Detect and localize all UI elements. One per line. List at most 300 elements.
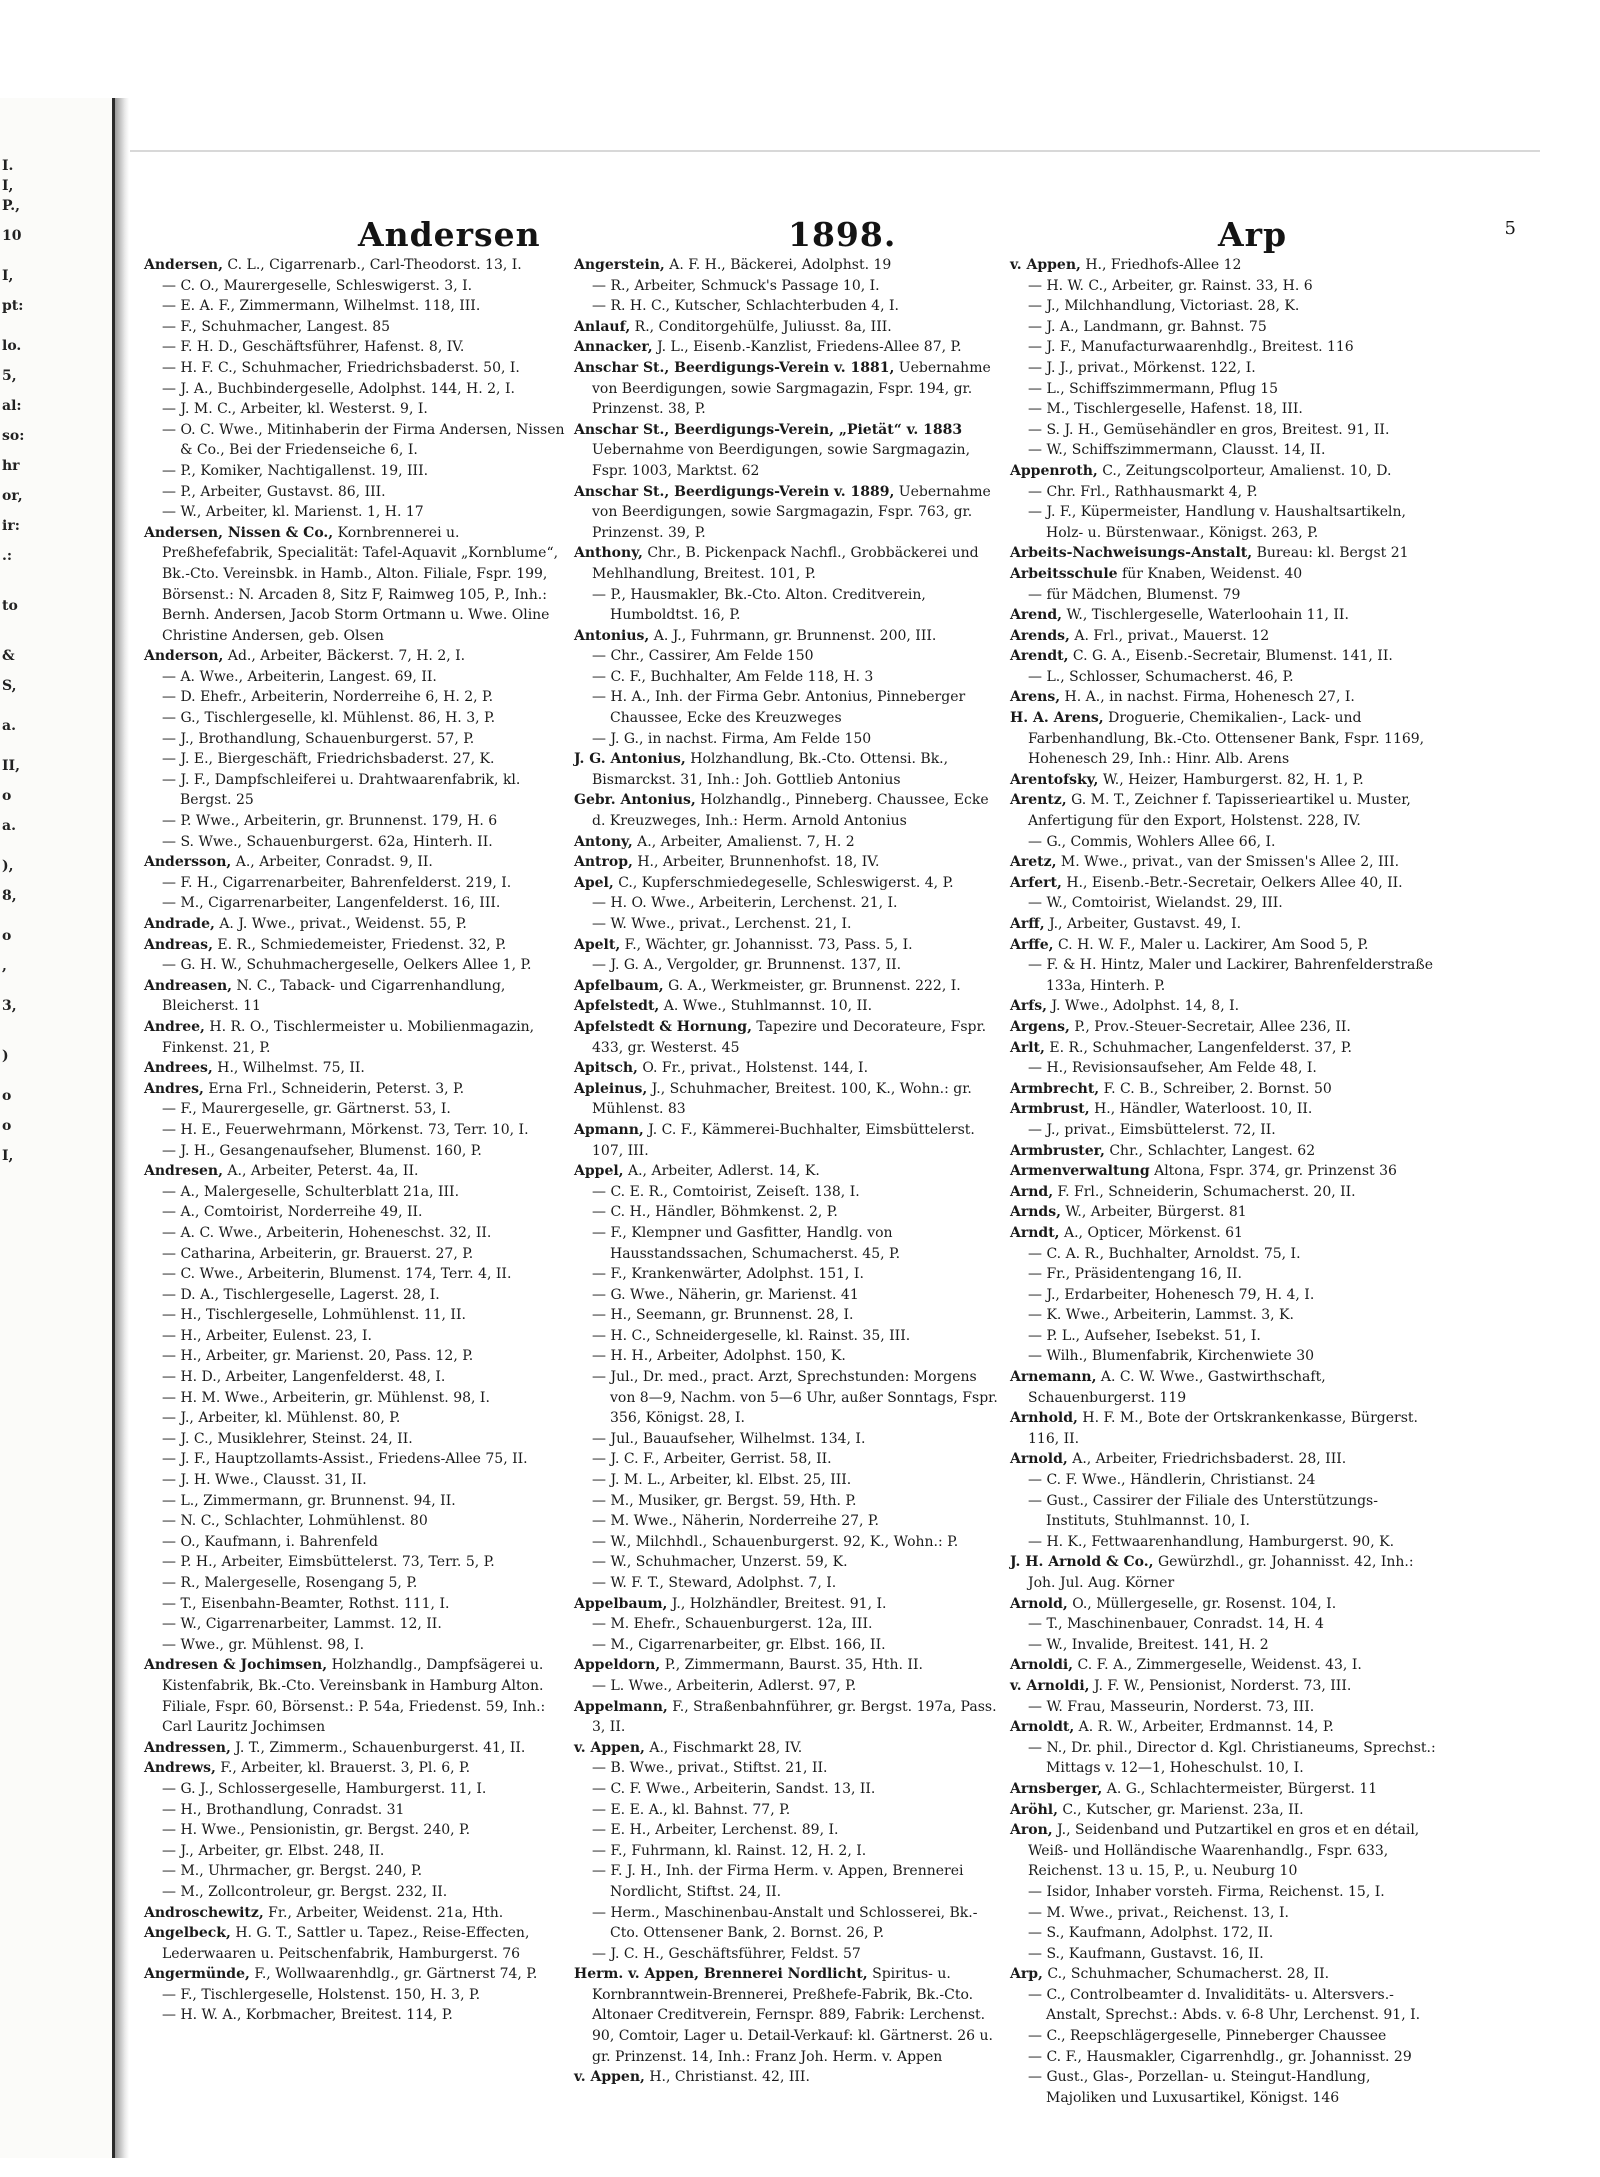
entry-surname: Appeldorn,: [574, 1657, 661, 1674]
entry-text: — J. G. A., Vergolder, gr. Brunnenst. 137, II.: [592, 957, 902, 974]
entry-text: Uebernahme von Beerdigungen, sowie Sargmagazin, Fspr. 194, gr. Prinzenst. 38, P.: [592, 359, 991, 418]
entry-surname: Angerstein,: [574, 257, 665, 273]
entry-text: — G. H. W., Schuhmachergeselle, Oelkers Allee 1, P.: [162, 957, 532, 974]
directory-entry: [144, 1923, 574, 1964]
entry-text: R., Conditorgehülfe, Juliusst. 8a, III.: [634, 318, 892, 335]
entry-text: — J. C., Musiklehrer, Steinst. 24, II.: [162, 1430, 413, 1447]
directory-entry: [574, 1944, 998, 1965]
entry-text: — W., Cigarrenarbeiter, Lammst. 12, II.: [162, 1616, 442, 1633]
prev-page-fragment: o: [2, 928, 12, 944]
entry-text: — F. H. D., Geschäftsführer, Hafenst. 8, IV.: [162, 339, 465, 356]
entry-text: — W., Schuhmacher, Unzerst. 59, K.: [592, 1554, 848, 1571]
directory-entry: [1010, 1903, 1440, 1924]
directory-entry: [1010, 646, 1440, 667]
entry-text: A., Fischmarkt 28, IV.: [649, 1739, 803, 1756]
entry-surname: Arendt,: [1010, 648, 1069, 665]
entry-text: Gewürzhdl., gr. Johannisst. 42, Inh.: Joh. Jul. Aug. Körner: [1028, 1554, 1414, 1591]
entry-text: — S. J. H., Gemüsehändler en gros, Breitest. 91, II.: [1028, 421, 1390, 438]
directory-entry: [1010, 399, 1440, 420]
entry-surname: Angelbeck,: [144, 1925, 231, 1942]
entry-text: A. Frl., privat., Mauerst. 12: [1074, 627, 1270, 644]
directory-entry: [574, 873, 998, 894]
entry-surname: Arnd,: [1010, 1183, 1054, 1200]
directory-entry: [144, 1882, 574, 1903]
entry-text: H., Arbeiter, Brunnenhofst. 18, IV.: [637, 854, 880, 871]
entry-text: — R., Arbeiter, Schmuck's Passage 10, I.: [592, 277, 880, 294]
entry-text: — G., Tischlergeselle, kl. Mühlenst. 86, H. 3, P.: [162, 710, 496, 727]
running-head-right: Arp: [1218, 215, 1288, 254]
directory-entry: [144, 1099, 574, 1120]
entry-text: Holzhandlg., Pinneberg. Chaussee, Ecke d. Kreuzweges, Inh.: Herm. Arnold Antonius: [592, 792, 989, 830]
entry-text: — J. C. F., Arbeiter, Gerrist. 58, II.: [592, 1451, 832, 1468]
entry-text: A. J., Fuhrmann, gr. Brunnenst. 200, III.: [653, 627, 937, 644]
directory-entry: [144, 1532, 574, 1553]
entry-text: — M. Wwe., privat., Reichenst. 13, I.: [1028, 1904, 1289, 1921]
directory-entry: [574, 1614, 998, 1635]
entry-text: — M., Cigarrenarbeiter, Langenfelderst. 16, III.: [162, 895, 501, 912]
entry-text: A. G., Schlachtermeister, Bürgerst. 11: [1106, 1780, 1378, 1797]
directory-entry: [1010, 955, 1440, 996]
directory-entry: [144, 873, 574, 894]
directory-entry: [144, 1861, 574, 1882]
entry-text: — H. K., Fettwaarenhandlung, Hamburgerst. 90, K.: [1028, 1533, 1395, 1550]
entry-surname: Arnoldt,: [1010, 1719, 1075, 1736]
directory-entry: [574, 1182, 998, 1203]
entry-surname: Appelbaum,: [574, 1595, 668, 1612]
directory-entry: [1010, 1408, 1440, 1449]
directory-entry: [1010, 1944, 1440, 1965]
entry-text: — H., Arbeiter, Eulenst. 23, I.: [162, 1327, 372, 1344]
directory-entry: [1010, 1964, 1440, 1985]
entry-text: — H. W. A., Korbmacher, Breitest. 114, P.: [162, 2007, 453, 2024]
entry-surname: Andrews,: [144, 1760, 216, 1777]
entry-text: — G. Wwe., Näherin, gr. Marienst. 41: [592, 1286, 859, 1303]
entry-text: C., Kupferschmiedegeselle, Schleswigerst. 4, P.: [618, 874, 954, 891]
directory-entry: [574, 1552, 998, 1573]
entry-text: — N., Dr. phil., Director d. Kgl. Christianeums, Sprechst.: Mittags v. 12—1, Hoheschulst. 10, I.: [1028, 1739, 1436, 1777]
directory-entry: [144, 1614, 574, 1635]
entry-text: — J. F., Hauptzollamts-Assist., Friedens-Allee 75, II.: [162, 1451, 528, 1468]
entry-text: — F., Maurergeselle, gr. Gärtnerst. 53, I.: [162, 1101, 451, 1118]
entry-surname: Arbeits-Nachweisungs-Anstalt,: [1010, 545, 1253, 562]
directory-entry: [144, 482, 574, 503]
entry-text: — K. Wwe., Arbeiterin, Lammst. 3, K.: [1028, 1307, 1294, 1324]
directory-entry: [144, 317, 574, 338]
entry-surname: Antony,: [574, 833, 633, 850]
entry-text: — B. Wwe., privat., Stiftst. 21, II.: [592, 1760, 828, 1777]
entry-text: — E. H., Arbeiter, Lerchenst. 89, I.: [592, 1822, 839, 1839]
entry-text: — C., Reepschlägergeselle, Pinneberger Chaussee: [1028, 2028, 1387, 2045]
entry-surname: Arff,: [1010, 916, 1045, 932]
entry-text: H. F. M., Bote der Ortskrankenkasse, Bürgerst. 116, II.: [1028, 1410, 1418, 1447]
entry-surname: Arend,: [1010, 607, 1062, 624]
prev-page-fragment: P.,: [2, 198, 20, 214]
directory-entry: [144, 1346, 574, 1367]
entry-text: — J. F., Küpermeister, Handlung v. Haushaltsartikeln, Holz- u. Bürstenwaar., Königst. 263, P.: [1028, 504, 1406, 541]
entry-text: — H., Brothandlung, Conradst. 31: [162, 1801, 405, 1818]
directory-entry: [1010, 1285, 1440, 1306]
prev-page-fragment: 3,: [2, 998, 17, 1014]
entry-text: Altona, Fspr. 374, gr. Prinzenst 36: [1154, 1163, 1397, 1180]
entry-surname: Armbrust,: [1010, 1101, 1090, 1118]
directory-entry: [144, 1985, 574, 2006]
entry-surname: Andresen,: [144, 1163, 223, 1180]
entry-text: — Herm., Maschinenbau-Anstalt und Schlosserei, Bk.-Cto. Ottensener Bank, 2. Bornst. 26, P.: [592, 1904, 978, 1942]
directory-entry: [574, 626, 998, 647]
entry-surname: Anlauf,: [574, 318, 631, 335]
entry-surname: Arnoldi,: [1010, 1657, 1074, 1674]
directory-entry: [574, 1573, 998, 1594]
directory-entry: [1010, 770, 1440, 791]
directory-entry: [574, 852, 998, 873]
entry-text: — J. M. L., Arbeiter, kl. Elbst. 25, III.: [592, 1472, 852, 1489]
entry-surname: Andree,: [144, 1018, 205, 1035]
running-head-year: 1898.: [788, 215, 897, 254]
entry-text: — W. F. T., Steward, Adolphst. 7, I.: [592, 1575, 837, 1591]
directory-entry: [144, 1903, 574, 1924]
prev-page-fragment: 5,: [2, 368, 17, 384]
directory-entry: [144, 1758, 574, 1779]
entry-surname: Anschar St., Beerdigungs-Verein v. 1881,: [574, 359, 895, 376]
entry-text: A. J. Wwe., privat., Weidenst. 55, P.: [219, 916, 467, 932]
entry-text: A., Arbeiter, Conradst. 9, II.: [235, 854, 433, 871]
entry-text: W., Tischlergeselle, Waterloohain 11, II.: [1066, 607, 1349, 624]
entry-text: Holzhandlg., Dampfsägerei u. Kistenfabrik, Bk.-Cto. Vereinsbank in Hamburg Alton. Filiale, Fspr. 60, Börsenst.: P. 54a, Friedenst. 59, Inh.: Carl Lauritz Jochimsen: [162, 1657, 546, 1736]
entry-text: — R., Malergeselle, Rosengang 5, P.: [162, 1575, 418, 1591]
directory-entry: [1010, 2067, 1440, 2108]
directory-entry: [144, 1079, 574, 1100]
entry-text: J. L., Eisenb.-Kanzlist, Friedens-Allee 87, P.: [657, 339, 962, 356]
entry-text: F. Frl., Schneiderin, Schumacherst. 20, II.: [1057, 1183, 1356, 1200]
directory-entry: [1010, 605, 1440, 626]
entry-text: H., Eisenb.-Betr.-Secretair, Oelkers Allee 40, II.: [1066, 874, 1403, 891]
entry-surname: Anderson,: [144, 648, 224, 665]
directory-entry: [144, 337, 574, 358]
entry-text: Chr., Schlachter, Langest. 62: [1109, 1142, 1316, 1159]
entry-text: — J. E., Biergeschäft, Friedrichsbaderst. 27, K.: [162, 751, 495, 768]
entry-text: — F., Fuhrmann, kl. Rainst. 12, H. 2, I.: [592, 1842, 867, 1859]
directory-entry: [1010, 1120, 1440, 1141]
entry-text: — W. Wwe., privat., Lerchenst. 21, I.: [592, 916, 852, 932]
directory-entry: [574, 729, 998, 750]
prev-page-fragment: pt:: [2, 298, 24, 314]
entry-text: — A., Comtoirist, Norderreihe 49, II.: [162, 1204, 423, 1221]
entry-text: — J. A., Landmann, gr. Bahnst. 75: [1028, 318, 1267, 335]
entry-text: C., Kutscher, gr. Marienst. 23a, II.: [1062, 1801, 1304, 1818]
entry-surname: Annacker,: [574, 339, 653, 356]
entry-surname: Armbrecht,: [1010, 1080, 1100, 1097]
prev-page-fragment: hr: [2, 458, 20, 474]
entry-surname: Arnsberger,: [1010, 1780, 1103, 1797]
entry-text: J., Schuhmacher, Breitest. 100, K., Wohn.: gr. Mühlenst. 83: [592, 1080, 972, 1118]
entry-text: für Knaben, Weidenst. 40: [1122, 565, 1303, 582]
entry-text: — D. A., Tischlergeselle, Lagerst. 28, I.: [162, 1286, 440, 1303]
entry-text: G. A., Werkmeister, gr. Brunnenst. 222, I.: [668, 977, 961, 994]
directory-entry: [574, 1800, 998, 1821]
directory-entry: [1010, 1141, 1440, 1162]
entry-text: — H., Arbeiter, gr. Marienst. 20, Pass. 12, P.: [162, 1348, 474, 1365]
entry-surname: Arnold,: [1010, 1451, 1068, 1468]
directory-entry: [574, 1264, 998, 1285]
entry-text: — Wwe., gr. Mühlenst. 98, I.: [162, 1636, 365, 1653]
entry-text: — T., Maschinenbauer, Conradst. 14, H. 4: [1028, 1616, 1324, 1633]
entry-text: — J., Arbeiter, kl. Mühlenst. 80, P.: [162, 1410, 401, 1427]
directory-entry: [1010, 1244, 1440, 1265]
entry-text: — J. C. H., Geschäftsführer, Feldst. 57: [592, 1945, 861, 1962]
entry-text: — Chr., Cassirer, Am Felde 150: [592, 648, 814, 665]
entry-text: — M. Ehefr., Schauenburgerst. 12a, III.: [592, 1616, 873, 1633]
prev-page-fragment: S,: [2, 678, 17, 694]
entry-text: — C. F. Wwe., Händlerin, Christianst. 24: [1028, 1472, 1316, 1489]
entry-text: J., Seidenband und Putzartikel en gros et en détail, Weiß- und Holländische Waarenhandlg., Fspr. 633, Reichenst. 13 u. 15, P., u. Neuburg 10: [1028, 1822, 1420, 1880]
directory-entry: [1010, 2026, 1440, 2047]
directory-entry: [144, 502, 574, 523]
entry-surname: v. Appen,: [574, 1739, 645, 1756]
directory-entry: [1010, 379, 1440, 400]
directory-entry: [574, 2067, 998, 2088]
entry-text: A. F. H., Bäckerei, Adolphst. 19: [669, 257, 892, 273]
directory-entry: [1010, 1697, 1440, 1718]
page-number: 5: [1504, 218, 1516, 239]
entry-text: — S., Kaufmann, Gustavst. 16, II.: [1028, 1945, 1264, 1962]
directory-entry: [144, 1017, 574, 1058]
directory-entry: [144, 523, 574, 647]
entry-text: — L., Zimmermann, gr. Brunnenst. 94, II.: [162, 1492, 456, 1509]
entry-text: Erna Frl., Schneiderin, Peterst. 3, P.: [208, 1080, 465, 1097]
entry-surname: v. Appen,: [574, 2069, 645, 2086]
directory-entry: [144, 1264, 574, 1285]
entry-text: — A., Malergeselle, Schulterblatt 21a, III.: [162, 1183, 460, 1200]
directory-entry: [144, 1182, 574, 1203]
directory-entry: [144, 1470, 574, 1491]
directory-entry: [574, 1470, 998, 1491]
directory-entry: [574, 255, 998, 276]
entry-surname: Appenroth,: [1010, 462, 1098, 479]
directory-entry: [1010, 1676, 1440, 1697]
directory-entry: [574, 1903, 998, 1944]
directory-entry: [1010, 2047, 1440, 2068]
entry-text: Holzhandlung, Bk.-Cto. Ottensi. Bk., Bismarckst. 31, Inh.: Joh. Gottlieb Antonius: [592, 751, 949, 788]
directory-entry: [1010, 667, 1440, 688]
entry-text: — J., privat., Eimsbüttelerst. 72, II.: [1028, 1121, 1276, 1138]
entry-surname: Aretz,: [1010, 854, 1057, 871]
directory-entry: [1010, 1305, 1440, 1326]
entry-text: — O. C. Wwe., Mitinhaberin der Firma Andersen, Nissen & Co., Bei der Friedenseiche 6, I.: [162, 421, 565, 459]
entry-surname: Androschewitz,: [144, 1904, 264, 1921]
directory-entry: [574, 1346, 998, 1367]
entry-text: — H. O. Wwe., Arbeiterin, Lerchenst. 21, I.: [592, 895, 898, 912]
directory-entry: [144, 1491, 574, 1512]
directory-entry: [1010, 1017, 1440, 1038]
entry-text: — N. C., Schlachter, Lohmühlenst. 80: [162, 1513, 428, 1530]
directory-page: [130, 150, 1540, 2160]
entry-text: — P., Hausmakler, Bk.-Cto. Alton. Creditverein, Humboldtst. 16, P.: [592, 586, 926, 624]
prev-page-fragment: I.: [2, 158, 14, 174]
directory-entry: [574, 1964, 998, 2067]
entry-text: J., Arbeiter, Gustavst. 49, I.: [1049, 916, 1242, 932]
directory-entry: [1010, 1449, 1440, 1470]
directory-entry: [144, 1202, 574, 1223]
entry-text: O., Müllergeselle, gr. Rosenst. 104, I.: [1072, 1595, 1337, 1612]
prev-page-fragment: 10: [2, 228, 22, 244]
entry-text: C. L., Cigarrenarb., Carl-Theodorst. 13, I.: [227, 257, 522, 273]
directory-entry: [1010, 1552, 1440, 1593]
directory-entry: [1010, 358, 1440, 379]
entry-text: C., Schuhmacher, Schumacherst. 28, II.: [1047, 1966, 1330, 1983]
directory-entry: [1010, 1923, 1440, 1944]
prev-page-fragment: o: [2, 788, 12, 804]
entry-surname: Arends,: [1010, 627, 1070, 644]
entry-text: — F. H., Cigarrenarbeiter, Bahrenfelderst. 219, I.: [162, 874, 512, 891]
directory-entry: [574, 1223, 998, 1264]
directory-entry: [1010, 1470, 1440, 1491]
entry-surname: Arens,: [1010, 689, 1061, 706]
entry-text: A., Arbeiter, Friedrichsbaderst. 28, III.: [1072, 1451, 1347, 1468]
directory-entry: [144, 667, 574, 688]
entry-text: — W., Milchhdl., Schauenburgerst. 92, K., Wohn.: P.: [592, 1533, 959, 1550]
entry-surname: Andreasen,: [144, 977, 233, 994]
directory-entry: [1010, 337, 1440, 358]
directory-entry: [1010, 873, 1440, 894]
directory-entry: [1010, 440, 1440, 461]
entry-text: — E. E. A., kl. Bahnst. 77, P.: [592, 1801, 791, 1818]
directory-entry: [1010, 1738, 1440, 1779]
directory-entry: [144, 687, 574, 708]
directory-entry: [144, 811, 574, 832]
directory-entry: [574, 1594, 998, 1615]
entry-text: — P., Arbeiter, Gustavst. 86, III.: [162, 483, 386, 500]
entry-text: — J. F., Manufacturwaarenhdlg., Breitest. 116: [1028, 339, 1354, 356]
entry-text: — R. H. C., Kutscher, Schlachterbuden 4, I.: [592, 298, 899, 315]
directory-entry: [574, 1491, 998, 1512]
entry-surname: Arndt,: [1010, 1224, 1060, 1241]
directory-entry: [144, 770, 574, 811]
directory-entry: [1010, 482, 1440, 503]
entry-surname: Herm. v. Appen, Brennerei Nordlicht,: [574, 1966, 868, 1983]
entry-text: H. A., in nachst. Firma, Hohenesch 27, I.: [1064, 689, 1355, 706]
directory-entry: [1010, 832, 1440, 853]
entry-text: A. R. W., Arbeiter, Erdmannst. 14, P.: [1078, 1719, 1334, 1736]
directory-entry: [144, 708, 574, 729]
entry-surname: Anthony,: [574, 545, 643, 562]
directory-entry: [1010, 893, 1440, 914]
entry-text: — M., Musiker, gr. Bergst. 59, Hth. P.: [592, 1492, 857, 1509]
entry-text: Uebernahme von Beerdigungen, sowie Sargmagazin, Fspr. 1003, Marktst. 62: [592, 442, 971, 479]
directory-entry: [1010, 1326, 1440, 1347]
directory-entry: [574, 1841, 998, 1862]
entry-text: — L. Wwe., Arbeiterin, Adlerst. 97, P.: [592, 1677, 857, 1694]
directory-entry: [144, 1552, 574, 1573]
entry-text: P., Prov.-Steuer-Secretair, Allee 236, II.: [1074, 1018, 1351, 1035]
directory-entry: [574, 1697, 998, 1738]
entry-text: — S. Wwe., Schauenburgerst. 62a, Hinterh. II.: [162, 833, 493, 850]
prev-page-fragment: to: [2, 598, 18, 614]
entry-text: F. C. B., Schreiber, 2. Bornst. 50: [1103, 1080, 1332, 1097]
directory-entry: [1010, 1099, 1440, 1120]
entry-text: J. F. W., Pensionist, Norderst. 73, III.: [1093, 1677, 1352, 1694]
entry-text: — J. A., Buchbindergeselle, Adolphst. 144, H. 2, I.: [162, 380, 515, 397]
directory-entry: [144, 749, 574, 770]
entry-text: Chr., B. Pickenpack Nachfl., Grobbäckerei und Mehlhandlung, Breitest. 101, P.: [592, 545, 979, 582]
entry-text: — J., Erdarbeiter, Hohenesch 79, H. 4, I.: [1028, 1286, 1315, 1303]
entry-text: — L., Schlosser, Schumacherst. 46, P.: [1028, 668, 1294, 685]
directory-entry: [574, 317, 998, 338]
entry-surname: Arbeitsschule: [1010, 565, 1118, 582]
entry-text: — H. H., Arbeiter, Adolphst. 150, K.: [592, 1348, 846, 1365]
directory-entry: [1010, 1223, 1440, 1244]
entry-text: — für Mädchen, Blumenst. 79: [1028, 586, 1241, 603]
entry-text: H., Friedhofs-Allee 12: [1085, 257, 1242, 273]
directory-entry: [1010, 914, 1440, 935]
entry-text: C. F. A., Zimmergeselle, Weidenst. 43, I.: [1077, 1657, 1362, 1674]
directory-entry: [1010, 708, 1440, 770]
directory-entry: [1010, 1614, 1440, 1635]
entry-text: — F., Schuhmacher, Langest. 85: [162, 318, 391, 335]
column-right: [1010, 255, 1440, 2108]
directory-entry: [1010, 1594, 1440, 1615]
entry-text: Bureau: kl. Bergst 21: [1256, 545, 1409, 562]
directory-entry: [574, 337, 998, 358]
entry-surname: Andrees,: [144, 1060, 213, 1077]
prev-page-fragment: II,: [2, 758, 20, 774]
entry-text: — H. E., Feuerwehrmann, Mörkenst. 73, Terr. 10, I.: [162, 1121, 529, 1138]
entry-surname: Andrade,: [144, 916, 215, 932]
directory-entry: [1010, 1985, 1440, 2026]
entry-text: C. H. W. F., Maler u. Lackirer, Am Sood 5, P.: [1057, 936, 1369, 953]
directory-entry: [144, 1058, 574, 1079]
directory-entry: [144, 729, 574, 750]
directory-entry: [574, 1449, 998, 1470]
directory-entry: [1010, 852, 1440, 873]
entry-text: — C. F., Hausmakler, Cigarrenhdlg., gr. Johannisst. 29: [1028, 2048, 1412, 2065]
entry-text: Ad., Arbeiter, Bäckerst. 7, H. 2, I.: [227, 648, 466, 665]
entry-surname: Appel,: [574, 1163, 624, 1180]
entry-surname: J. G. Antonius,: [574, 751, 686, 768]
entry-text: F., Straßenbahnführer, gr. Bergst. 197a, Pass. 3, II.: [592, 1698, 997, 1736]
directory-entry: [574, 1635, 998, 1656]
directory-entry: [574, 1305, 998, 1326]
directory-entry: [574, 1676, 998, 1697]
directory-entry: [144, 461, 574, 482]
entry-text: — C. Wwe., Arbeiterin, Blumenst. 174, Terr. 4, II.: [162, 1266, 512, 1283]
entry-text: — F. & H. Hintz, Maler und Lackirer, Bahrenfelderstraße 133a, Hinterh. P.: [1028, 957, 1434, 994]
entry-text: C. G. A., Eisenb.-Secretair, Blumenst. 141, II.: [1072, 648, 1393, 665]
directory-entry: [144, 1655, 574, 1737]
directory-entry: [144, 1841, 574, 1862]
directory-entry: [144, 1573, 574, 1594]
previous-page-edge: [0, 98, 115, 2158]
entry-text: P., Zimmermann, Baurst. 35, Hth. II.: [664, 1657, 923, 1674]
directory-entry: [144, 955, 574, 976]
directory-entry: [144, 255, 574, 276]
entry-surname: Apfelstedt,: [574, 998, 660, 1015]
entry-surname: Anschar St., Beerdigungs-Verein v. 1889,: [574, 483, 895, 500]
entry-text: — H. M. Wwe., Arbeiterin, gr. Mühlenst. 98, I.: [162, 1389, 490, 1406]
prev-page-fragment: lo.: [2, 338, 22, 354]
entry-text: W., Heizer, Hamburgerst. 82, H. 1, P.: [1102, 771, 1364, 788]
entry-text: — H., Seemann, gr. Brunnenst. 28, I.: [592, 1307, 854, 1324]
entry-text: A., Arbeiter, Amalienst. 7, H. 2: [637, 833, 855, 850]
directory-entry: [144, 1305, 574, 1326]
column-middle: [574, 255, 998, 2088]
entry-text: — M., Tischlergeselle, Hafenst. 18, III.: [1028, 401, 1303, 418]
directory-entry: [1010, 996, 1440, 1017]
entry-surname: Apfelbaum,: [574, 977, 664, 994]
entry-text: H., Christianst. 42, III.: [649, 2069, 810, 2086]
entry-surname: v. Arnoldi,: [1010, 1677, 1090, 1694]
entry-text: — W. Frau, Masseurin, Norderst. 73, III.: [1028, 1698, 1315, 1715]
entry-text: — Gust., Glas-, Porzellan- u. Steingut-Handlung, Majoliken und Luxusartikel, Königst. 146: [1028, 2069, 1371, 2106]
